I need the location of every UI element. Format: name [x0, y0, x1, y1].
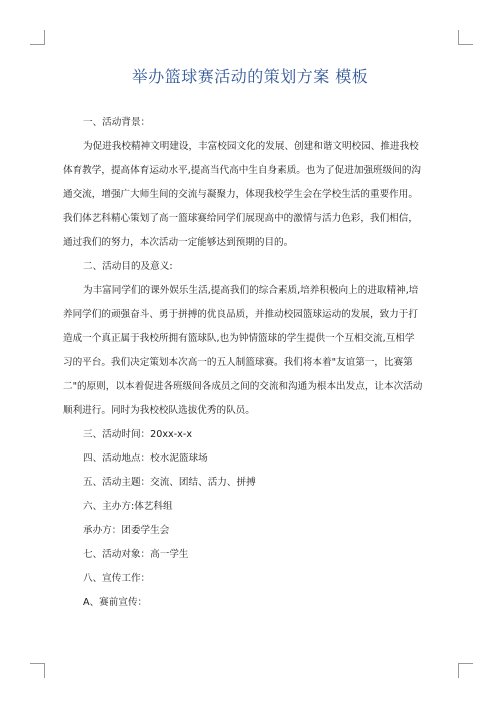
paragraph-line: 造成一个真正属于我校所拥有篮球队,也为钟情篮球的学生提供一个互相交流,互相学: [63, 333, 415, 344]
paragraph-line: 为促进我校精神文明建设，丰富校园文化的发展、创建和谐文明校园、推进我校: [83, 141, 419, 152]
paragraph-line: 二"的原则，以本着促进各班级间各成员之间的交流和沟通为根本出发点，让本次活动: [63, 381, 423, 392]
section-heading: 五、活动主题：交流、团结、活力、拼搏: [83, 477, 256, 488]
section-heading: 七、活动对象：高一学生: [83, 549, 189, 560]
section-heading: 承办方：团委学生会: [83, 525, 170, 536]
paragraph-line: 顺利进行。同时为我校校队选拔优秀的队员。: [63, 405, 255, 416]
paragraph-line: 体育教学，提高体育运动水平,提高当代高中生自身素质。也为了促进加强班级间的沟: [63, 165, 422, 176]
crop-mark-bottom-left: [30, 663, 45, 678]
section-heading: 六、主办方:体艺科组: [83, 501, 173, 512]
section-heading: 四、活动地点：校水泥篮球场: [83, 453, 208, 464]
section-heading: 一、活动背景：: [83, 117, 151, 128]
paragraph-line: 为丰富同学们的课外娱乐生活,提高我们的综合素质,培养积极向上的进取精神,培: [83, 285, 419, 296]
paragraph-line: 通过我们的努力，本次活动一定能够达到预期的目的。: [63, 237, 294, 248]
section-heading: 八、宣传工作：: [83, 573, 151, 584]
paragraph-line: 我们体艺科精心策划了高一篮球赛给同学们展现高中的激情与活力色彩，我们相信，: [63, 213, 418, 224]
document-title: 举办篮球赛活动的策划方案 模板: [131, 67, 369, 86]
section-heading: 二、活动目的及意义:: [83, 261, 173, 272]
section-heading: A、赛前宣传：: [83, 597, 148, 608]
paragraph-line: 通交流，增强广大师生间的交流与凝聚力，体现我校学生会在学校生活的重要作用。: [63, 189, 418, 200]
crop-mark-top-left: [30, 30, 45, 45]
section-heading: 三、活动时间：20xx-x-x: [83, 429, 192, 440]
crop-mark-bottom-right: [458, 663, 473, 678]
paragraph-line: 养同学们的顽强奋斗、勇于拼搏的优良品质，并推动校园篮球运动的发展，致力于打: [63, 309, 418, 320]
crop-mark-top-right: [458, 30, 473, 45]
document-body: [63, 111, 439, 615]
paragraph-line: 习的平台。我们决定策划本次高一的五人制篮球赛。我们将本着"友谊第一，比赛第: [63, 357, 413, 368]
